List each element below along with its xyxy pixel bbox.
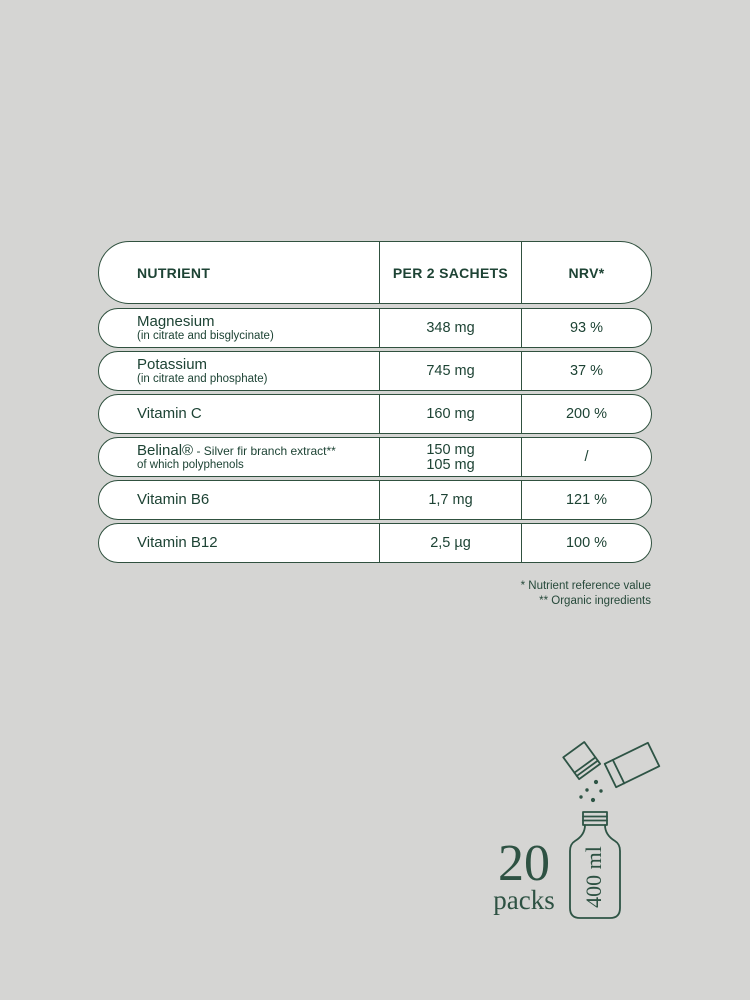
amount-value: 348 mg: [426, 320, 475, 336]
nutrient-subtext: (in citrate and phosphate): [137, 372, 268, 385]
amount-cell: [380, 395, 522, 433]
pack-count-label: packs: [493, 885, 555, 915]
sachet-left-icon: [563, 742, 600, 779]
table-row-vitamin-b6: [98, 480, 652, 520]
amount-value: 160 mg: [426, 406, 475, 422]
table-row-magnesium: [98, 308, 652, 348]
header-per-2-sachets-label: PER 2 SACHETS: [392, 264, 509, 281]
amount-value: 150 mg: [426, 441, 475, 458]
nutrient-subtext: of which polyphenols: [137, 458, 244, 471]
amount-value: 2,5 µg: [430, 535, 471, 551]
nutrient-cell: [99, 481, 380, 519]
nrv-value: 93 %: [569, 320, 604, 336]
nutrient-cell: [99, 395, 380, 433]
table-header-row: [98, 241, 652, 304]
footnotes: [521, 579, 651, 609]
header-nrv-label: NRV*: [568, 264, 605, 281]
nutrient-name: Vitamin C: [137, 405, 202, 422]
nutrient-name: Vitamin B6: [137, 491, 210, 508]
pack-count: 20: [498, 835, 550, 892]
nutrient-subtext: (in citrate and bisglycinate): [137, 329, 274, 342]
nutrition-table: [98, 241, 652, 563]
header-cell-per-2-sachets: [380, 242, 522, 303]
nrv-cell: [522, 352, 651, 390]
nutrient-cell: [99, 438, 380, 476]
amount-value-2: 105 mg: [426, 456, 475, 473]
nrv-value: 100 %: [565, 535, 608, 551]
header-cell-nrv: [522, 242, 651, 303]
nrv-cell: [522, 438, 651, 476]
table-row-belinal: [98, 437, 652, 477]
amount-value: 745 mg: [426, 363, 475, 379]
amount-cell: [380, 438, 522, 476]
nutrient-name: Vitamin B12: [137, 534, 218, 551]
amount-cell: [380, 309, 522, 347]
table-row-vitamin-b12: [98, 523, 652, 563]
nrv-value: 121 %: [565, 492, 608, 508]
nutrient-name: Potassium: [137, 355, 208, 373]
nutrient-name: Belinal®: [137, 441, 194, 459]
bottle-volume-label: 400 ml: [581, 846, 606, 908]
table-row-potassium: [98, 351, 652, 391]
table-row-vitamin-c: [98, 394, 652, 434]
header-nutrient-label: NUTRIENT: [137, 264, 211, 281]
amount-cell: [380, 352, 522, 390]
nutrient-cell: [99, 352, 380, 390]
nutrient-name: Magnesium: [137, 312, 215, 330]
amount-cell: [380, 524, 522, 562]
nrv-value: /: [584, 449, 589, 465]
bottle-icon: [570, 812, 620, 918]
nrv-value: 37 %: [569, 363, 604, 379]
powder-dots-icon: [579, 780, 602, 802]
nutrient-name-suffix: - Silver fir branch extract**: [196, 443, 336, 458]
sachets-into-bottle-icon: [552, 735, 665, 925]
footnote-organic: ** Organic ingredients: [539, 595, 651, 607]
footnote-nrv: * Nutrient reference value: [520, 580, 651, 592]
header-cell-nutrient: [99, 242, 380, 303]
nutrient-cell: [99, 524, 380, 562]
amount-cell: [380, 481, 522, 519]
nutrient-cell: [99, 309, 380, 347]
sachet-right-icon: [605, 743, 660, 787]
nrv-cell: [522, 309, 651, 347]
amount-value: 1,7 mg: [428, 492, 473, 508]
nrv-cell: [522, 395, 651, 433]
nrv-value: 200 %: [565, 406, 608, 422]
nrv-cell: [522, 524, 651, 562]
nrv-cell: [522, 481, 651, 519]
